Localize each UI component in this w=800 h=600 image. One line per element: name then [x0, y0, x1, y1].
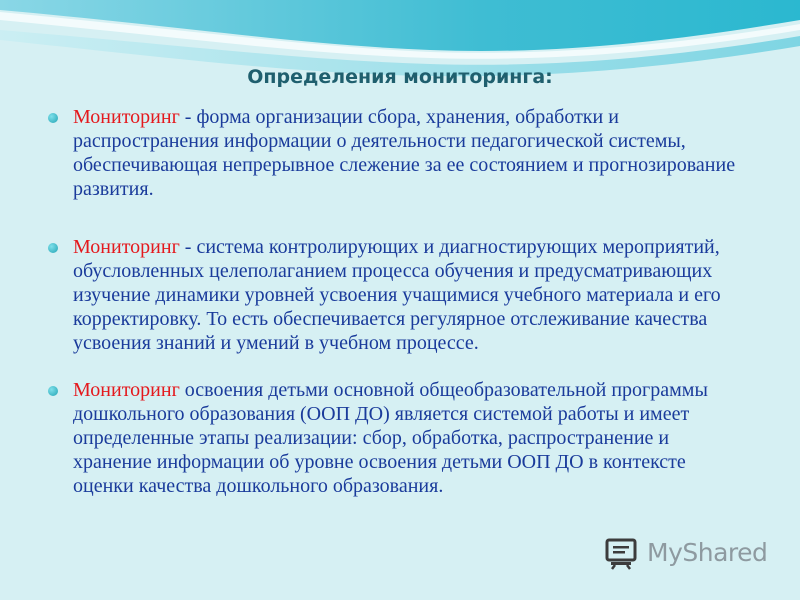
watermark-logo: [605, 536, 775, 572]
bullet-dot-icon: [48, 243, 58, 253]
bullet-item: [48, 378, 748, 498]
definition-text: - форма организации сбора, хранения, обработки и распространения информации о деятельности педагогической системы, обеспечивающая непрерывное слежение за ее состоянием и прогнозирование развития.: [73, 106, 736, 200]
term: Мониторинг: [73, 236, 180, 258]
bullet-text: [73, 235, 748, 355]
bullet-dot-icon: [48, 113, 58, 123]
slide-title: Определения мониторинга:: [247, 66, 553, 88]
presentation-board-icon: [605, 538, 641, 570]
bullet-item: [48, 235, 748, 355]
term: Мониторинг: [73, 106, 180, 128]
bullet-text: [73, 105, 748, 201]
bullet-dot-icon: [48, 386, 58, 396]
definition-text: освоения детьми основной общеобразовательной программы дошкольного образования (ООП ДО) является системой работы и имеет определенные этапы реализации: сбор, обработка, распространение и хранение информации об уровне освоения детьми ООП ДО в контексте оценки качества дошкольного образования.: [73, 379, 708, 497]
bullet-item: [48, 105, 748, 201]
definition-text: - система контролирующих и диагностирующих мероприятий, обусловленных целеполаганием процесса обучения и предусматривающих изучение динамики уровней усвоения учащимися учебного материала и его корректировку. То есть обеспечивается регулярное отслеживание качества усвоения знаний и умений в учебном процессе.: [73, 236, 721, 354]
watermark-text: MyShared: [647, 538, 768, 567]
bullet-text: [73, 378, 748, 498]
term: Мониторинг: [73, 379, 180, 401]
